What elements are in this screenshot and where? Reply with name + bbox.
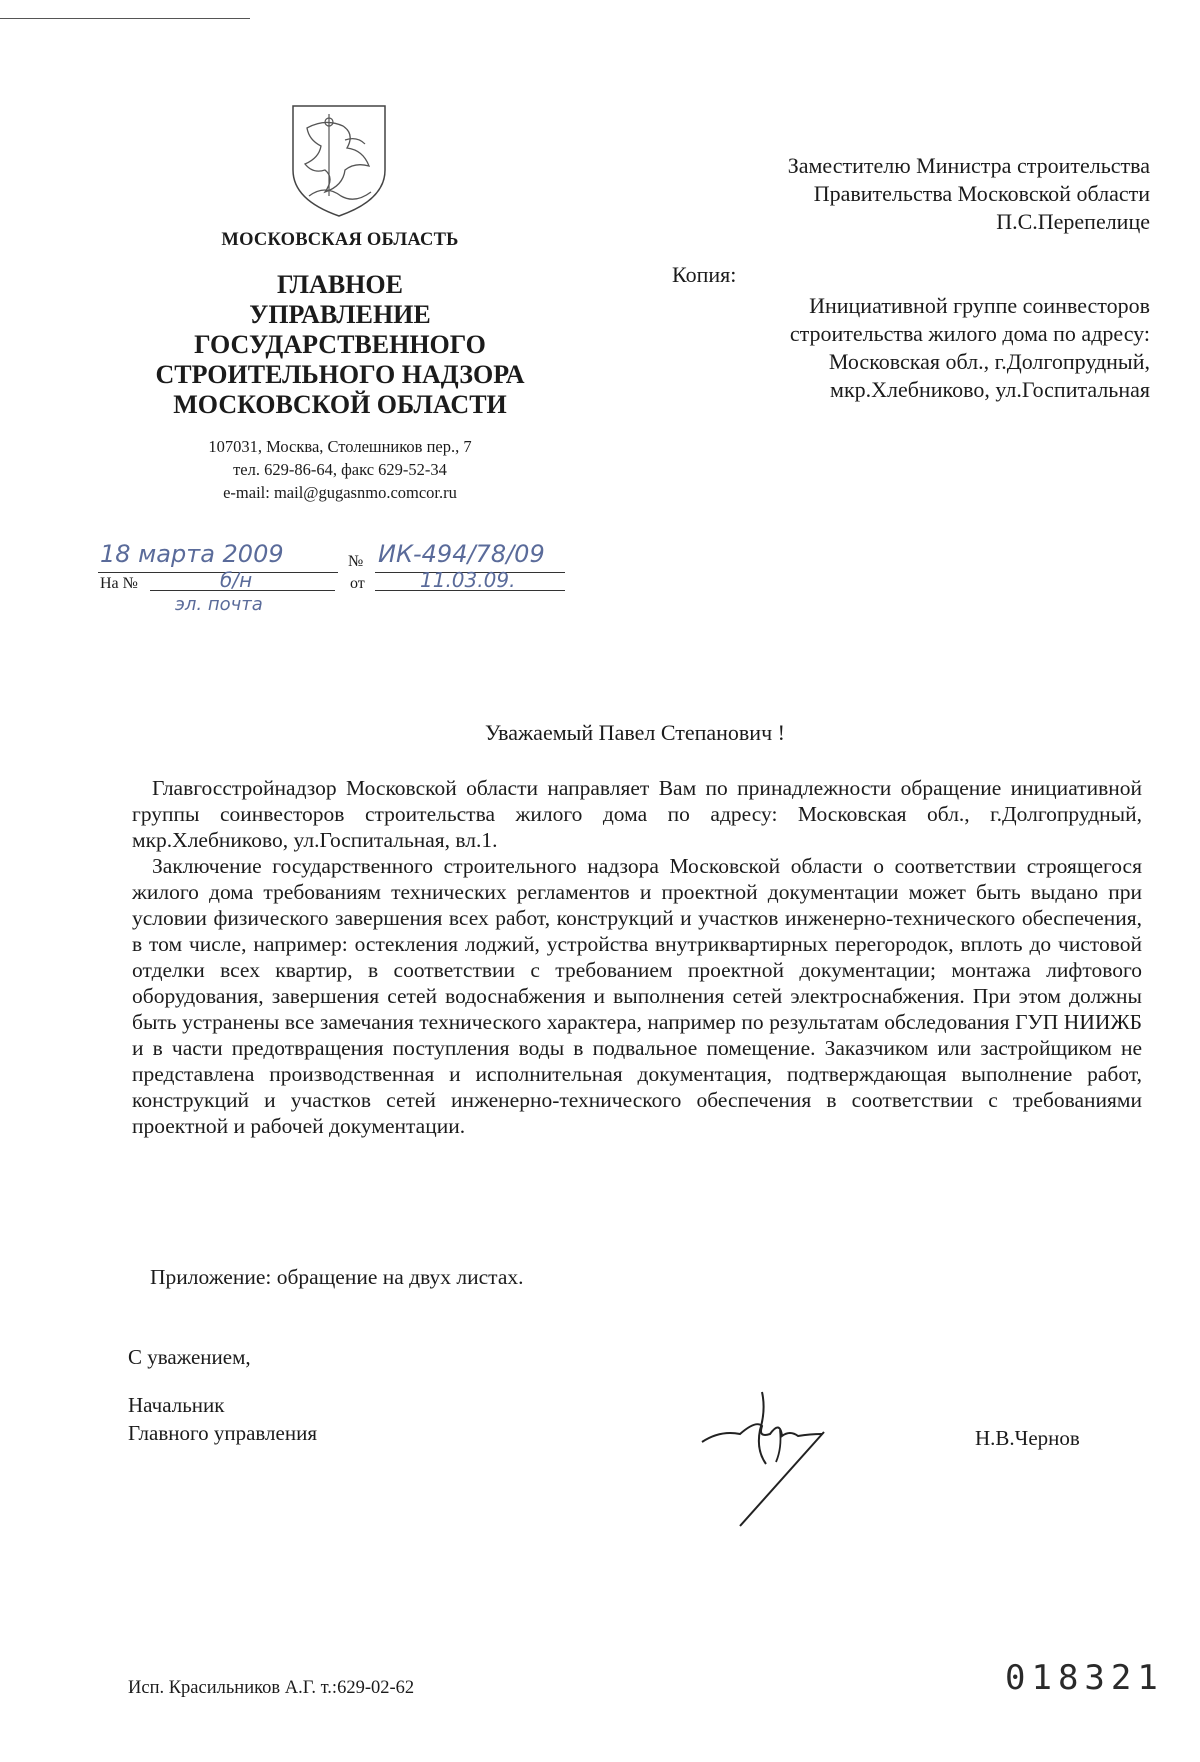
executor-line: Исп. Красильников А.Г. т.:629-02-62	[128, 1678, 415, 1698]
from-underline	[375, 590, 565, 591]
copy-recipient-line: мкр.Хлебниково, ул.Госпитальная	[830, 377, 1150, 402]
signer-position	[128, 1391, 317, 1447]
in-reply-number: б/н	[220, 568, 253, 592]
addressee-line: Заместителю Министра строительства	[787, 153, 1150, 178]
agency-address: 107031, Москва, Столешников пер., 7	[208, 437, 472, 456]
agency-line: МОСКОВСКОЙ ОБЛАСТИ	[173, 390, 507, 419]
serial-number: 018321	[1005, 1658, 1164, 1698]
agency-line: СТРОИТЕЛЬНОГО НАДЗОРА	[155, 360, 525, 389]
in-reply-underline	[150, 590, 335, 591]
top-rule	[0, 18, 250, 19]
agency-name	[120, 270, 560, 420]
date-underline	[98, 572, 338, 573]
number-label: №	[348, 553, 364, 570]
copy-recipient-line: Московская обл., г.Долгопрудный,	[828, 349, 1150, 374]
addressee-block	[660, 152, 1150, 236]
coat-of-arms-icon	[285, 100, 393, 220]
agency-line: ГОСУДАРСТВЕННОГО	[194, 330, 486, 359]
in-reply-label: На №	[100, 575, 138, 592]
in-reply-date: 11.03.09.	[420, 568, 516, 592]
outgoing-date: 18 марта 2009	[100, 540, 284, 568]
region-name: МОСКОВСКАЯ ОБЛАСТЬ	[221, 230, 459, 250]
body-paragraph: Заключение государственного строительного надзора Московской области о соответствии строящегося жилого дома требованиям технических регламентов и проектной документации может быть выдано при условии физического завершения всех работ, конструкций и участков инженерно-технического обеспечения, в том числе, например: остекления лоджий, устройства внутриквартирных перегородок, вплоть до чистовой отделки всех квартир, в соответствии с требованием проектной документации; монтажа лифтового оборудования, завершения сетей водоснабжения и выполнения сетей электроснабжения. При этом должны быть устранены все замечания технического характера, например по результатам обследования ГУП НИИЖБ и в части предотвращения поступления воды в подвальное помещение. Заказчиком или застройщиком не представлена производственная и исполнительная документация, подтверждающая выполнение работ, конструкций и участков сетей инженерно-технического обеспечения в соответствии с требованиями проектной и рабочей документации.	[132, 854, 1142, 1138]
delivery-note: эл. почта	[175, 594, 263, 615]
attachment-note: Приложение: обращение на двух листах.	[150, 1265, 524, 1289]
outgoing-number: ИК-494/78/09	[378, 540, 545, 568]
addressee-line: Правительства Московской области	[813, 181, 1150, 206]
closing-regards: С уважением,	[128, 1345, 251, 1369]
greeting: Уважаемый Павел Степанович !	[485, 720, 785, 745]
agency-line: УПРАВЛЕНИЕ	[249, 300, 431, 329]
position-line: Главного управления	[128, 1421, 317, 1445]
copy-recipient-line: строительства жилого дома по адресу:	[789, 321, 1150, 346]
from-label: от	[350, 575, 365, 592]
body-paragraph: Главгосстройнадзор Московской области направляет Вам по принадлежности обращение инициативной группы соинвесторов строительства жилого дома по адресу: Московская обл., г.Долгопрудный, мкр.Хлебниково, ул.Госпитальная, вл.1.	[132, 776, 1142, 852]
agency-phone: тел. 629-86-64, факс 629-52-34	[233, 460, 447, 479]
copy-label: Копия:	[672, 262, 737, 287]
letter-body	[132, 775, 1142, 1139]
signer-name: Н.В.Чернов	[975, 1426, 1080, 1450]
position-line: Начальник	[128, 1393, 225, 1417]
agency-contacts	[140, 435, 540, 504]
addressee-line: П.С.Перепелице	[996, 209, 1150, 234]
copy-recipient-block	[690, 292, 1150, 404]
agency-line: ГЛАВНОЕ	[277, 270, 403, 299]
copy-recipient-line: Инициативной группе соинвесторов	[809, 293, 1150, 318]
agency-email: e-mail: mail@gugasnmo.comcor.ru	[223, 483, 457, 502]
signature-icon	[700, 1390, 850, 1530]
